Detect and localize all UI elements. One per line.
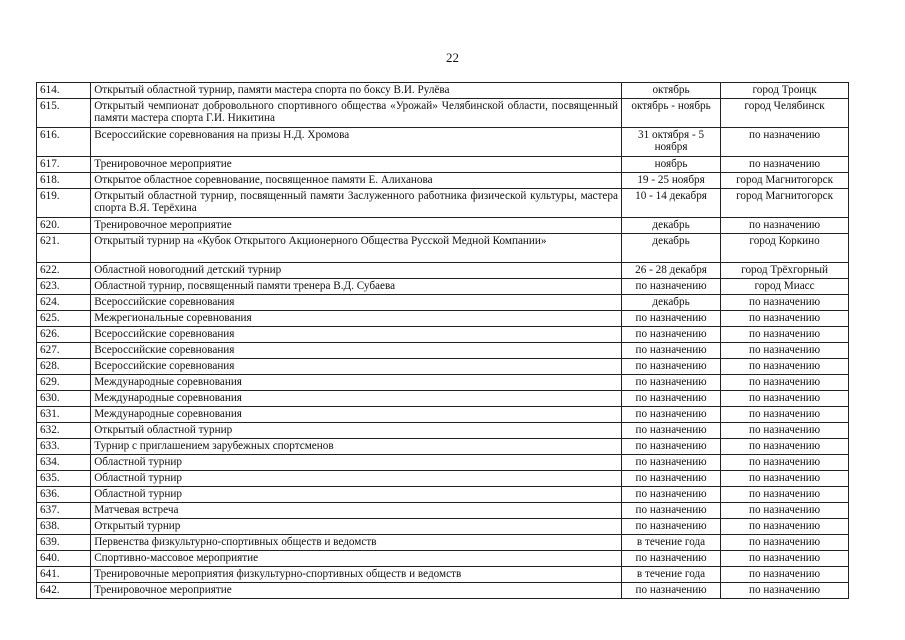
event-place-cell: по назначению (721, 503, 849, 519)
event-date-cell: по назначению (621, 327, 720, 343)
table-row (37, 234, 849, 263)
event-date-cell: 26 - 28 декабря (621, 263, 720, 279)
event-place-cell: по назначению (721, 535, 849, 551)
event-place-cell: по назначению (721, 295, 849, 311)
event-date-cell: в течение года (621, 535, 720, 551)
event-date-cell: по назначению (621, 423, 720, 439)
table-row (37, 311, 849, 327)
table-row (37, 83, 849, 99)
table-row (37, 99, 849, 128)
row-number-cell: 624. (37, 295, 91, 311)
event-name-cell: Тренировочное мероприятие (91, 218, 622, 234)
table-row (37, 218, 849, 234)
event-place-cell: по назначению (721, 455, 849, 471)
event-date-cell: 31 октября - 5 ноября (621, 128, 720, 157)
table-row (37, 519, 849, 535)
table-row (37, 423, 849, 439)
event-place-cell: по назначению (721, 407, 849, 423)
row-number-cell: 633. (37, 439, 91, 455)
row-number-cell: 637. (37, 503, 91, 519)
event-name-cell: Открытый турнир на «Кубок Открытого Акционерного Общества Русской Медной Компании» (91, 234, 622, 263)
event-date-cell: по назначению (621, 519, 720, 535)
row-number-cell: 620. (37, 218, 91, 234)
table-row (37, 189, 849, 218)
table-row (37, 503, 849, 519)
row-number-cell: 636. (37, 487, 91, 503)
event-place-cell: по назначению (721, 551, 849, 567)
row-number-cell: 614. (37, 83, 91, 99)
table-row (37, 128, 849, 157)
event-date-cell: декабрь (621, 218, 720, 234)
table-row (37, 295, 849, 311)
event-name-cell: Спортивно-массовое мероприятие (91, 551, 622, 567)
event-date-cell: по назначению (621, 343, 720, 359)
event-date-cell: в течение года (621, 567, 720, 583)
event-place-cell: по назначению (721, 157, 849, 173)
event-place-cell: по назначению (721, 567, 849, 583)
event-place-cell: город Троицк (721, 83, 849, 99)
event-date-cell: по назначению (621, 391, 720, 407)
table-row (37, 455, 849, 471)
row-number-cell: 638. (37, 519, 91, 535)
event-name-cell: Областной новогодний детский турнир (91, 263, 622, 279)
event-place-cell: по назначению (721, 343, 849, 359)
row-number-cell: 617. (37, 157, 91, 173)
table-row (37, 359, 849, 375)
event-name-cell: Всероссийские соревнования (91, 327, 622, 343)
event-date-cell: октябрь - ноябрь (621, 99, 720, 128)
event-place-cell: город Магнитогорск (721, 189, 849, 218)
row-number-cell: 628. (37, 359, 91, 375)
row-number-cell: 619. (37, 189, 91, 218)
event-name-cell: Областной турнир (91, 455, 622, 471)
row-number-cell: 623. (37, 279, 91, 295)
event-name-cell: Областной турнир (91, 487, 622, 503)
event-place-cell: по назначению (721, 583, 849, 599)
event-place-cell: по назначению (721, 471, 849, 487)
event-place-cell: по назначению (721, 375, 849, 391)
event-date-cell: по назначению (621, 503, 720, 519)
event-place-cell: город Челябинск (721, 99, 849, 128)
event-name-cell: Областной турнир, посвященный памяти тренера В.Д. Субаева (91, 279, 622, 295)
event-date-cell: по назначению (621, 583, 720, 599)
event-place-cell: город Трёхгорный (721, 263, 849, 279)
event-date-cell: октябрь (621, 83, 720, 99)
events-table-body (37, 83, 849, 599)
event-date-cell: ноябрь (621, 157, 720, 173)
event-date-cell: по назначению (621, 359, 720, 375)
table-row (37, 375, 849, 391)
row-number-cell: 640. (37, 551, 91, 567)
row-number-cell: 641. (37, 567, 91, 583)
row-number-cell: 618. (37, 173, 91, 189)
event-name-cell: Первенства физкультурно-спортивных обществ и ведомств (91, 535, 622, 551)
event-name-cell: Турнир с приглашением зарубежных спортсменов (91, 439, 622, 455)
event-name-cell: Международные соревнования (91, 407, 622, 423)
event-place-cell: по назначению (721, 218, 849, 234)
event-date-cell: по назначению (621, 311, 720, 327)
event-place-cell: по назначению (721, 359, 849, 375)
event-name-cell: Матчевая встреча (91, 503, 622, 519)
row-number-cell: 625. (37, 311, 91, 327)
event-name-cell: Открытый турнир (91, 519, 622, 535)
event-name-cell: Всероссийские соревнования (91, 343, 622, 359)
event-name-cell: Открытое областное соревнование, посвященное памяти Е. Алиханова (91, 173, 622, 189)
event-name-cell: Всероссийские соревнования (91, 359, 622, 375)
row-number-cell: 615. (37, 99, 91, 128)
table-row (37, 407, 849, 423)
row-number-cell: 622. (37, 263, 91, 279)
table-row (37, 583, 849, 599)
event-date-cell: по назначению (621, 439, 720, 455)
event-place-cell: по назначению (721, 439, 849, 455)
events-table (36, 82, 849, 599)
event-name-cell: Всероссийские соревнования (91, 295, 622, 311)
event-date-cell: по назначению (621, 471, 720, 487)
event-date-cell: по назначению (621, 455, 720, 471)
event-place-cell: город Миасс (721, 279, 849, 295)
event-name-cell: Международные соревнования (91, 375, 622, 391)
table-row (37, 173, 849, 189)
row-number-cell: 631. (37, 407, 91, 423)
row-number-cell: 642. (37, 583, 91, 599)
row-number-cell: 632. (37, 423, 91, 439)
row-number-cell: 626. (37, 327, 91, 343)
table-row (37, 471, 849, 487)
event-name-cell: Открытый чемпионат добровольного спортивного общества «Урожай» Челябинской области, посвященный памяти мастера спорта Г.И. Никитина (91, 99, 622, 128)
event-name-cell: Областной турнир (91, 471, 622, 487)
event-name-cell: Межрегиональные соревнования (91, 311, 622, 327)
event-place-cell: город Магнитогорск (721, 173, 849, 189)
table-row (37, 487, 849, 503)
table-row (37, 567, 849, 583)
event-name-cell: Открытый областной турнир, памяти мастера спорта по боксу В.И. Рулёва (91, 83, 622, 99)
row-number-cell: 639. (37, 535, 91, 551)
event-place-cell: по назначению (721, 311, 849, 327)
table-row (37, 279, 849, 295)
table-row (37, 327, 849, 343)
event-name-cell: Тренировочные мероприятия физкультурно-спортивных обществ и ведомств (91, 567, 622, 583)
event-date-cell: декабрь (621, 234, 720, 263)
event-date-cell: 19 - 25 ноября (621, 173, 720, 189)
event-place-cell: город Коркино (721, 234, 849, 263)
event-date-cell: по назначению (621, 375, 720, 391)
event-place-cell: по назначению (721, 487, 849, 503)
table-row (37, 343, 849, 359)
page-number: 22 (446, 50, 459, 65)
event-date-cell: декабрь (621, 295, 720, 311)
row-number-cell: 630. (37, 391, 91, 407)
event-name-cell: Тренировочное мероприятие (91, 157, 622, 173)
event-name-cell: Тренировочное мероприятие (91, 583, 622, 599)
event-date-cell: по назначению (621, 279, 720, 295)
event-place-cell: по назначению (721, 128, 849, 157)
row-number-cell: 629. (37, 375, 91, 391)
table-row (37, 535, 849, 551)
table-row (37, 439, 849, 455)
event-name-cell: Открытый областной турнир, посвященный памяти Заслуженного работника физической культуры, мастера спорта В.Я. Терёхина (91, 189, 622, 218)
row-number-cell: 635. (37, 471, 91, 487)
event-date-cell: по назначению (621, 407, 720, 423)
row-number-cell: 634. (37, 455, 91, 471)
event-date-cell: 10 - 14 декабря (621, 189, 720, 218)
event-place-cell: по назначению (721, 391, 849, 407)
row-number-cell: 616. (37, 128, 91, 157)
table-row (37, 551, 849, 567)
row-number-cell: 621. (37, 234, 91, 263)
event-name-cell: Международные соревнования (91, 391, 622, 407)
event-place-cell: по назначению (721, 519, 849, 535)
event-date-cell: по назначению (621, 551, 720, 567)
row-number-cell: 627. (37, 343, 91, 359)
event-name-cell: Открытый областной турнир (91, 423, 622, 439)
event-place-cell: по назначению (721, 423, 849, 439)
table-row (37, 157, 849, 173)
event-place-cell: по назначению (721, 327, 849, 343)
table-row (37, 263, 849, 279)
table-row (37, 391, 849, 407)
event-date-cell: по назначению (621, 487, 720, 503)
event-name-cell: Всероссийские соревнования на призы Н.Д. Хромова (91, 128, 622, 157)
